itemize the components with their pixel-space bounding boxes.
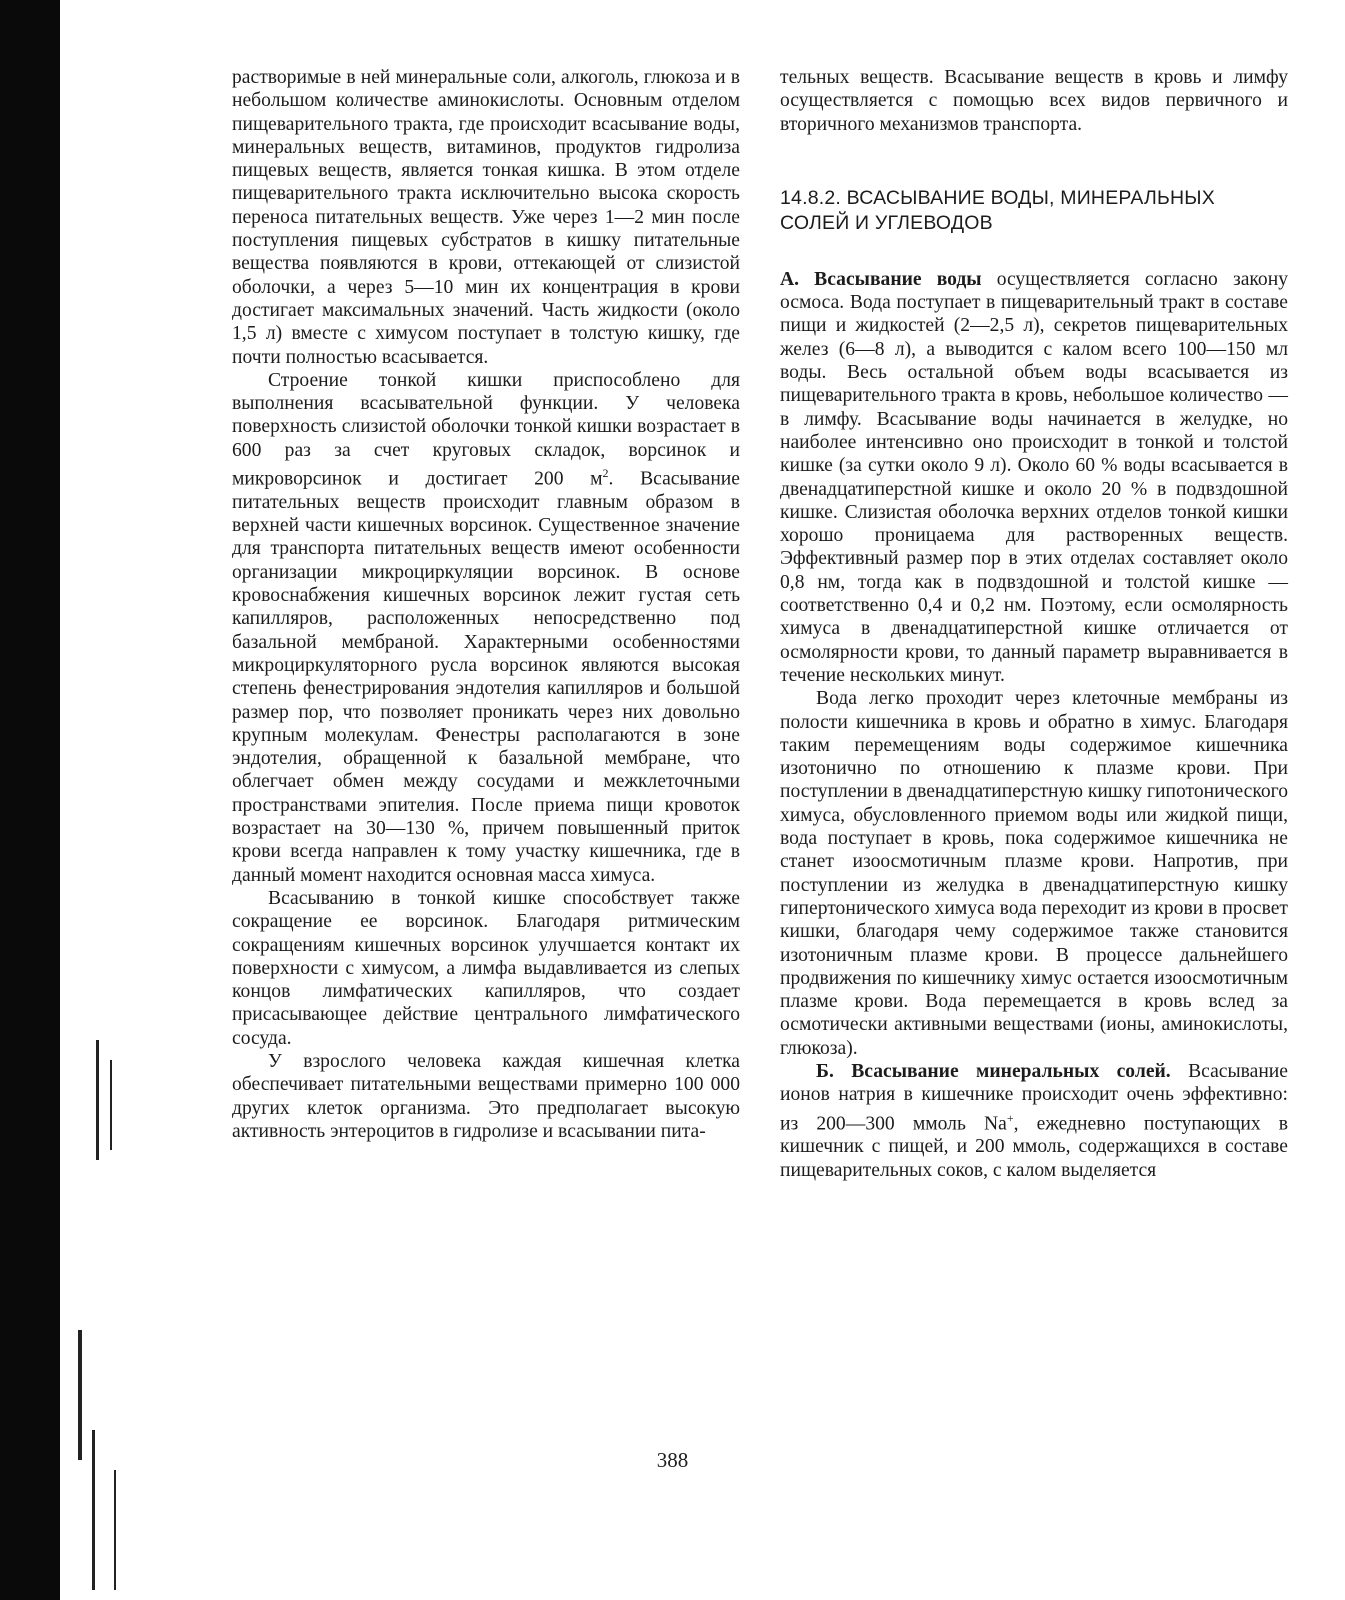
scan-margin-gap [60, 1080, 70, 1600]
paragraph-text: . Всасывание питательных веществ происходит главным образом в верхней части кишечных ворсинок. Существенное значение для транспорта питательных веществ имеют особенности организации микроциркуляции ворсинок. В основе кровоснабжения кишечных ворсинок лежит густая сеть капилляров, расположенных непосредственно под базальной мембраной. Характерными особенностями микроциркуляторного русла ворсинок являются высокая степень фенестрирования эндотелия капилляров и большой размер пор, что позволяет проникать через них довольно крупным молекулам. Фенестры располагаются в зоне эндотелия, обращенной к базальной мембране, что облегчает обмен между сосудами и межклеточными пространствами эпителия. После приема пищи кровоток возрастает на 30—130 %, причем повышенный приток крови всегда направлен к тому участку кишечника, где в данный момент находится основная масса химуса. [232, 468, 740, 886]
paragraph [780, 268, 1288, 687]
paragraph [780, 1060, 1288, 1182]
paragraph-text: Строение тонкой кишки приспособлено для выполнения всасывательной функции. У человека поверхность слизистой оболочки тонкой кишки возрастает в 600 раз за счет круговых складок, ворсинок и микроворсинок и достигает 200 м [232, 369, 740, 490]
superscript: + [1006, 1110, 1014, 1125]
scan-dark-margin [0, 0, 60, 1600]
scan-artifact [78, 1330, 82, 1460]
paragraph: тельных веществ. Всасывание веществ в кровь и лимфу осуществляется с помощью всех видов первичного и вторичного механизмов транспорта. [780, 67, 1288, 135]
paragraph-lead: А. Всасывание воды [780, 268, 982, 290]
paragraph-text: , ежедневно поступающих в кишечник с пищей, и 200 ммоль, содержащихся в составе пищеварительных соков, с калом выделяется [780, 1113, 1288, 1181]
left-text-column [232, 66, 740, 1143]
scan-artifact [110, 1060, 112, 1150]
section-heading: 14.8.2. ВСАСЫВАНИЕ ВОДЫ, МИНЕРАЛЬНЫХ СОЛЕЙ И УГЛЕВОДОВ [780, 186, 1215, 234]
paragraph-lead: Б. Всасывание минеральных солей. [816, 1060, 1171, 1082]
scan-artifact [96, 1040, 99, 1160]
paragraph-text: Всасывание ионов натрия в кишечнике происходит очень эффективно: из 200—300 ммоль Na [780, 1060, 1288, 1135]
paragraph: Вода легко проходит через клеточные мембраны из полости кишечника в кровь и обратно в химус. Благодаря таким перемещениям воды содержимое кишечника изотонично по отношению к плазме крови. При поступлении в двенадцатиперстную кишку гипотонического химуса, обусловленного приемом воды или жидкой пищи, вода поступает в кровь, пока содержимое кишечника не станет изоосмотичным плазме крови. Напротив, при поступлении из желудка в двенадцатиперстную кишку гипертонического химуса вода переходит из крови в просвет кишки, благодаря чему содержимое также становится изотоничным плазме крови. В процессе дальнейшего продвижения по кишечнику химус остается изоосмотичным плазме крови. Вода перемещается в кровь вслед за осмотически активными веществами (ионы, аминокислоты, глюкоза). [780, 688, 1288, 1059]
paragraph: Всасыванию в тонкой кишке способствует также сокращение ее ворсинок. Благодаря ритмическим сокращениям кишечных ворсинок улучшается контакт их поверхности с химусом, а лимфа выдавливается из слепых концов лимфатических капилляров, что создает присасывающее действие центрального лимфатического сосуда. [232, 887, 740, 1049]
page-number: 388 [656, 1448, 689, 1472]
paragraph-text: осуществляется согласно закону осмоса. Вода поступает в пищеварительный тракт в составе пищи и жидкостей (2—2,5 л), секретов пищеварительных желез (6—8 л), а выводится с калом всего 100—150 мл воды. Весь остальной объем воды всасывается из пищеварительного тракта в кровь, небольшое количество — в лимфу. Всасывание воды начинается в желудке, но наиболее интенсивно оно происходит в тонкой и толстой кишке (за сутки около 9 л). Около 60 % воды всасывается в двенадцатиперстной кишке и около 20 % в подвздошной кишке. Слизистая оболочка верхних отделов тонкой кишки хорошо проницаема для растворенных веществ. Эффективный размер пор в этих отделах составляет около 0,8 нм, тогда как в подвздошной и толстой кишке — соответственно 0,4 и 0,2 нм. Поэтому, если осмолярность химуса в двенадцатиперстной кишке отличается от осмолярности крови, то данный параметр выравнивается в течение нескольких минут. [780, 268, 1288, 686]
paragraph: растворимые в ней минеральные соли, алкоголь, глюкоза и в небольшом количестве аминокислоты. Основным отделом пищеварительного тракта, где происходит всасывание воды, минеральных веществ, витаминов, продуктов гидролиза пищевых веществ, является тонкая кишка. В этом отделе пищеварительного тракта исключительно высока скорость переноса питательных веществ. Уже через 1—2 мин после поступления пищевых субстратов в кишку питательные вещества появляются в крови, оттекающей от слизистой оболочки, а через 5—10 мин их концентрация в крови достигает максимальных значений. Часть жидкости (около 1,5 л) вместе с химусом поступает в толстую кишку, где почти полностью всасывается. [232, 67, 740, 368]
right-text-column [780, 66, 1288, 1182]
scan-artifact [114, 1470, 116, 1590]
paragraph: У взрослого человека каждая кишечная клетка обеспечивает питательными веществами примерно 100 000 других клеток организма. Это предполагает высокую активность энтероцитов в гидролизе и всасывании пита- [232, 1051, 740, 1142]
superscript: 2 [602, 466, 609, 481]
paragraph [232, 369, 740, 887]
